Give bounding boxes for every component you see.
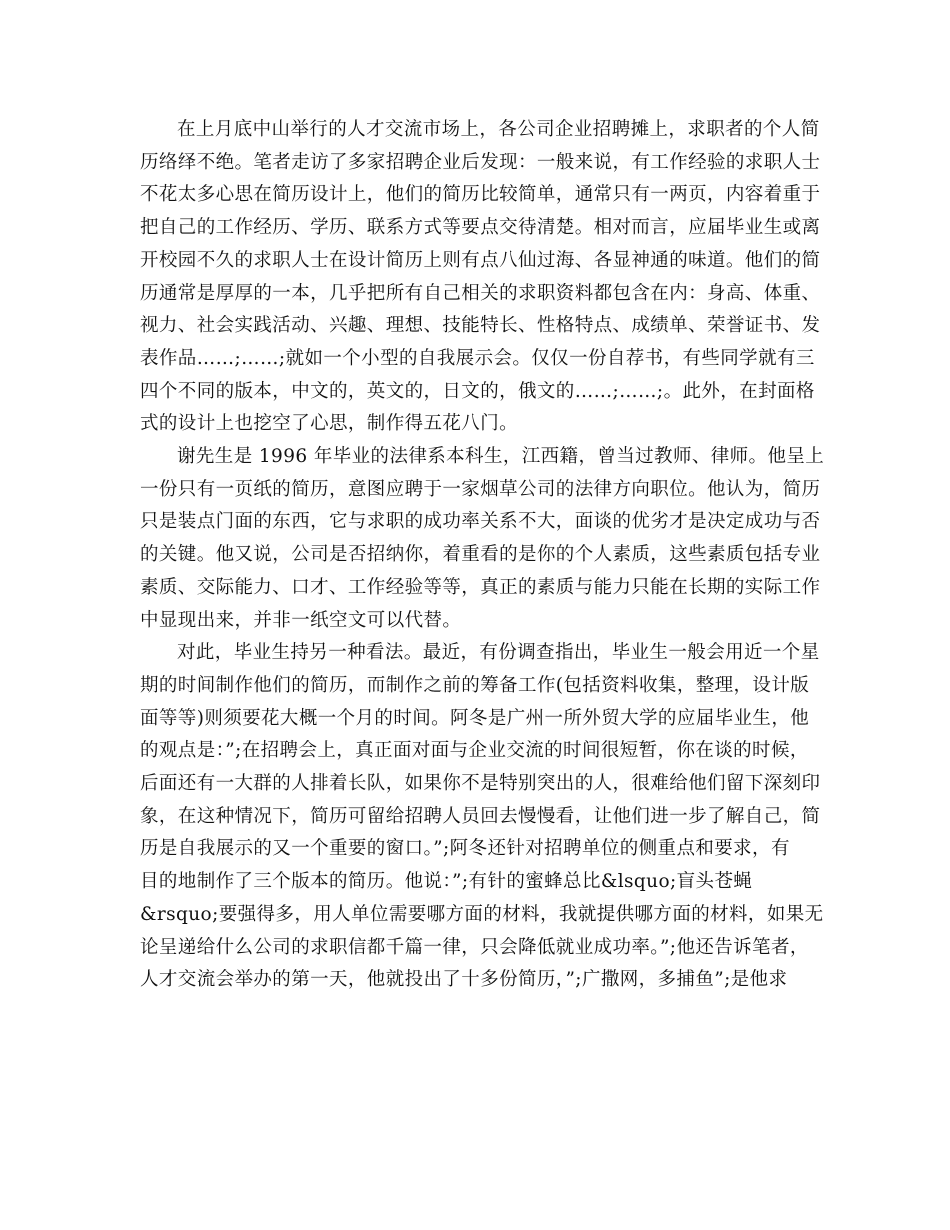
paragraph-line: 的关键。他又说，公司是否招纳你，着重看的是你的个人素质，这些素质包括专业 bbox=[140, 544, 821, 566]
paragraph-line: 式的设计上也挖空了心思，制作得五花八门。 bbox=[140, 413, 519, 435]
paragraph-line: 历是自我展示的又一个重要的窗口。”;阿冬还针对招聘单位的侧重点和要求，有 bbox=[140, 838, 790, 860]
paragraph-line: 面等等)则须要花大概一个月的时间。阿冬是广州一所外贸大学的应届毕业生，他 bbox=[140, 707, 810, 729]
paragraph-line: 历通常是厚厚的一本，几乎把所有自己相关的求职资料都包含在内：身高、体重、 bbox=[140, 282, 821, 304]
paragraph-line: 只是装点门面的东西，它与求职的成功率关系不大，面谈的优劣才是决定成功与否 bbox=[140, 511, 821, 533]
paragraph-line: 素质、交际能力、口才、工作经验等等，真正的素质与能力只能在长期的实际工作 bbox=[140, 576, 821, 598]
paragraph-line: 不花太多心思在简历设计上，他们的简历比较简单，通常只有一两页，内容着重于 bbox=[140, 184, 821, 206]
paragraph-line: 的观点是：”;在招聘会上，真正面对面与企业交流的时间很短暂，你在谈的时候， bbox=[140, 740, 809, 762]
paragraph-line: 在上月底中山举行的人才交流市场上，各公司企业招聘摊上，求职者的个人简 bbox=[177, 119, 820, 140]
paragraph-line: 象，在这种情况下，简历可留给招聘人员回去慢慢看，让他们进一步了解自己，简 bbox=[140, 805, 821, 827]
paragraph-line: 对此，毕业生持另一种看法。最近，有份调查指出，毕业生一般会用近一个星 bbox=[177, 642, 820, 664]
paragraph-line: 历络绎不绝。笔者走访了多家招聘企业后发现：一般来说，有工作经验的求职人士 bbox=[140, 151, 821, 173]
paragraph-line: 目的地制作了三个版本的简历。他说：”;有针的蜜蜂总比&lsquo;盲头苍蝇 bbox=[140, 871, 753, 893]
paragraph-line: 谢先生是 1996 年毕业的法律系本科生，江西籍，曾当过教师、律师。他呈上 bbox=[177, 446, 825, 467]
paragraph-line: 一份只有一页纸的简历，意图应聘于一家烟草公司的法律方向职位。他认为，简历 bbox=[140, 478, 821, 500]
paragraph-line: 论呈递给什么公司的求职信都千篇一律，只会降低就业成功率。”;他还告诉笔者， bbox=[140, 936, 809, 958]
paragraph-line: 期的时间制作他们的简历，而制作之前的筹备工作(包括资料收集，整理，设计版 bbox=[140, 674, 810, 696]
paragraph-line: 表作品……;……;就如一个小型的自我展示会。仅仅一份自荐书，有些同学就有三 bbox=[140, 347, 815, 369]
paragraph-line: 把自己的工作经历、学历、联系方式等要点交待清楚。相对而言，应届毕业生或离 bbox=[140, 217, 821, 239]
paragraph-line: 后面还有一大群的人排着长队，如果你不是特别突出的人，很难给他们留下深刻印 bbox=[140, 773, 821, 794]
paragraph-line: 开校园不久的求职人士在设计简历上则有点八仙过海、各显神通的味道。他们的简 bbox=[140, 249, 821, 271]
paragraph-line: &rsquo;要强得多，用人单位需要哪方面的材料，我就提供哪方面的材料，如果无 bbox=[140, 903, 824, 925]
paragraph-line: 人才交流会举办的第一天，他就投出了十多份简历，”;广撒网，多捕鱼”;是他求 bbox=[140, 969, 788, 991]
paragraph-line: 中显现出来，并非一纸空文可以代替。 bbox=[140, 609, 462, 631]
paragraph-line: 四个不同的版本，中文的，英文的，日文的，俄文的……;……;。此外，在封面格 bbox=[140, 380, 815, 402]
paragraph-line: 视力、社会实践活动、兴趣、理想、技能特长、性格特点、成绩单、荣誉证书、发 bbox=[140, 315, 821, 337]
